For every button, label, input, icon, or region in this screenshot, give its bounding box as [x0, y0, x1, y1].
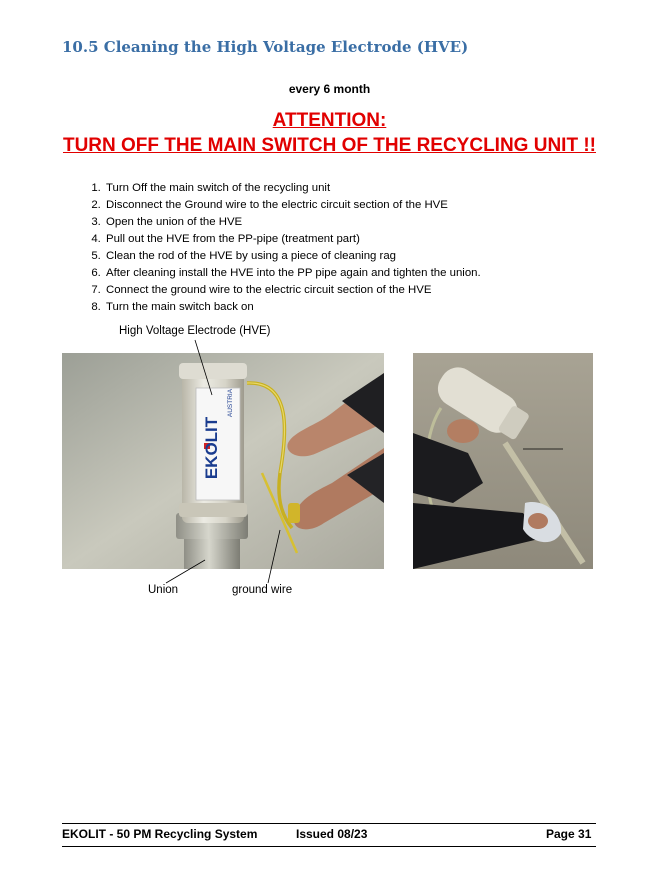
footer-top-rule: [62, 823, 596, 824]
step-item: 2. Disconnect the Ground wire to the electric circuit section of the HVE: [104, 197, 481, 214]
union-label: Union: [148, 584, 179, 596]
attention-title: ATTENTION:: [272, 110, 387, 131]
ground-wire-label: ground wire: [232, 584, 293, 596]
hve-label: High Voltage Electrode (HVE): [119, 325, 271, 337]
section-heading: 10.5 Cleaning the High Voltage Electrode (HVE): [62, 38, 469, 56]
step-item: 1. Turn Off the main switch of the recycling unit: [104, 180, 481, 197]
footer-page-number: Page 31: [546, 827, 592, 841]
step-item: 7. Connect the ground wire to the electric circuit section of the HVE: [104, 282, 481, 299]
device-brand: EKOLIT: [202, 416, 221, 480]
footer-issued: Issued 08/23: [296, 827, 368, 841]
cleaning-interval: every 6 month: [288, 82, 371, 96]
device-country: AUSTRIA: [227, 388, 234, 418]
footer-product: EKOLIT - 50 PM Recycling System: [62, 827, 258, 841]
step-item: 6. After cleaning install the HVE into the PP pipe again and tighten the union.: [104, 265, 481, 282]
step-item: 5. Clean the rod of the HVE by using a piece of cleaning rag: [104, 248, 481, 265]
step-item: 8. Turn the main switch back on: [104, 299, 481, 316]
step-item: 4. Pull out the HVE from the PP-pipe (treatment part): [104, 231, 481, 248]
footer-bottom-rule: [62, 846, 596, 847]
step-item: 3. Open the union of the HVE: [104, 214, 481, 231]
attention-message: TURN OFF THE MAIN SWITCH OF THE RECYCLING UNIT !!: [62, 135, 596, 156]
